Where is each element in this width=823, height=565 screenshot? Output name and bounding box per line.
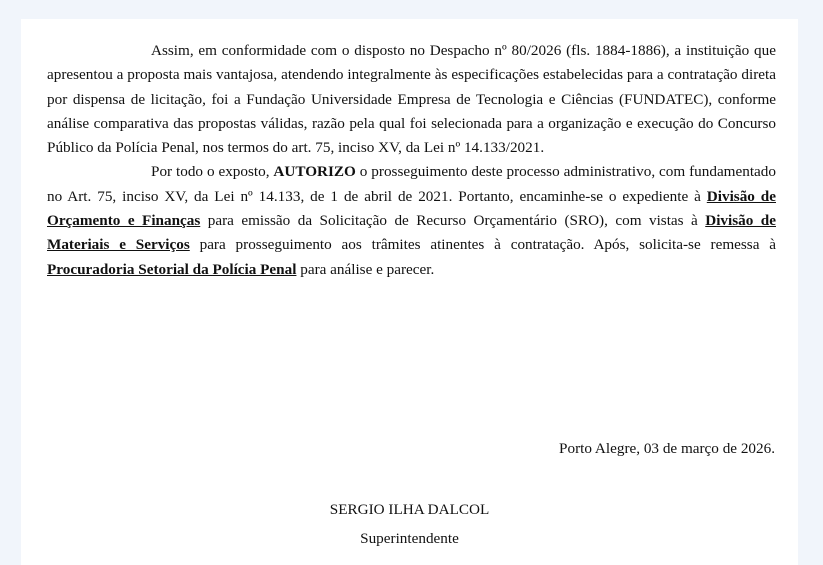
document-page: [21, 19, 798, 565]
paragraph-selection-rationale: Assim, em conformidade com o disposto no Despacho nº 80/2026 (fls. 1884-1886), a instituição que apresentou a proposta mais vantajosa, atendendo integralmente às especificações estabelecidas para a contratação direta por dispensa de licitação, foi a Fundação Universidade Empresa de Tecnologia e Ciências (FUNDATEC), conforme análise comparativa das propostas válidas, razão pela qual foi selecionada para a organização e execução do Concurso Público da Polícia Penal, nos termos do art. 75, inciso XV, da Lei nº 14.133/2021.: [47, 42, 776, 157]
place-date: Porto Alegre, 03 de março de 2026.: [559, 440, 775, 457]
paragraph-text: o prosseguimento deste processo administrativo, com fundamentado no Art. 75, inciso XV, da Lei nº 14.133, de 1 de abril de 2021. Portanto, encaminhe-se o expediente à: [47, 163, 776, 205]
signer-name: SERGIO ILHA DALCOL: [329, 501, 490, 518]
division-budget-finance-ref: Divisão de Orçamento e Finanças: [47, 187, 776, 230]
paragraph-text: Por todo o exposto,: [151, 163, 274, 181]
paragraph-text: para prosseguimento aos trâmites atinentes à contratação. Após, solicita-se remessa à: [189, 236, 776, 254]
paragraph-authorization: [47, 160, 776, 281]
document-body: [47, 39, 776, 282]
paragraph-text: para análise e parecer.: [296, 260, 435, 278]
signer-role: Superintendente: [360, 530, 459, 547]
procuradoria-ref: Procuradoria Setorial da Polícia Penal: [47, 260, 297, 278]
authorization-keyword: AUTORIZO: [273, 163, 356, 181]
paragraph-text: para emissão da Solicitação de Recurso Orçamentário (SRO), com vistas à: [200, 212, 706, 230]
division-materials-services-ref: Divisão de Materiais e Serviços: [47, 212, 776, 254]
